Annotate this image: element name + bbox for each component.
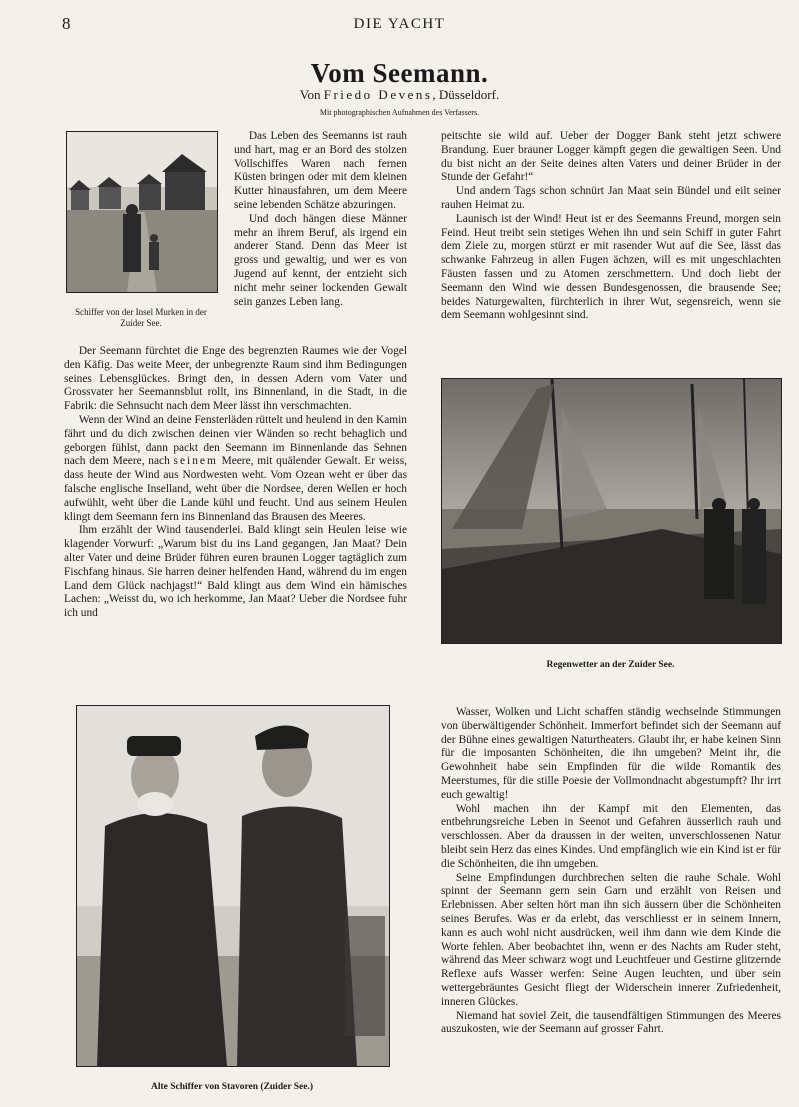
paragraph: Ihm erzählt der Wind tausenderlei. Bald klingt sein Heulen leise wie klagender Vorwurf: „Warum bist du ins Land gegangen, Jan Maat? Dein alter Vater und deine Brüder führen euren braunen Logger tagtäglich zum Fischfang hinaus. Sie harren deiner helfenden Hand, während du im engen Land dem Glück nachjagst!“ Bald klingt aus dem Wind ein hämisches Lachen: „Weisst du, wo ich herkomme, Jan Maat? Ueber die Nordsee fuhr ich und xyxy=(64,524,407,620)
photo-old-skippers xyxy=(76,705,390,1067)
village-illustration xyxy=(67,132,217,292)
paragraph: Und andern Tags schon schnürt Jan Maat sein Bündel und eilt seiner rauhen Heimat zu. xyxy=(441,185,781,211)
text-right-top xyxy=(441,130,781,323)
paragraph: Seine Empfindungen durchbrechen selten die rauhe Schale. Wohl spinnt der Seemann gern sein Garn und erzählt von Reisen und Erlebnissen. Aber selten hört man ihn sich äussern über die Schönheiten seines Berufes. Was er da erlebt, das verschliesst er in seinem Innern, kann es auch wohl nicht ausdrücken, weil ihm dann wie dem Kinde die Worte fehlen. Aber beobachtet ihn, wenn er des Nachts am Ruder steht, während das Meer schwarz wogt und Leuchtfeuer und Gestirne glitzernde Reflexe aufs Wasser werfen: Seine Augen leuchten, und über sein wettergebräuntes Gesicht fliegt der Widerschein innerer Zufriedenheit, inneren Glückes. xyxy=(441,871,781,1008)
text-beside-photo xyxy=(234,130,407,309)
byline-prefix: Von xyxy=(299,87,321,102)
text-left-column xyxy=(64,345,407,621)
paragraph: Wasser, Wolken und Licht schaffen ständig wechselnde Stimmungen von überwältigender Schönheit. Immerfort befindet sich der Seemann auf der Bühne eines gewaltigen Naturtheaters. Glaubt ihr, er habe keinen Sinn für die imposanten Schönheiten, die ihn umgeben? Meint ihr, die Gewohnheit habe sein Empfinden für die wilde Romantik des Meerstumes, für die stille Poesie der Vollmondnacht abgestumpft? Ihr irrt euch gewaltig! xyxy=(441,706,781,801)
skippers-illustration xyxy=(77,706,389,1066)
byline-suffix: , Düsseldorf. xyxy=(432,87,500,102)
article-title: Vom Seemann. xyxy=(310,58,489,88)
paragraph: Launisch ist der Wind! Heut ist er des Seemanns Freund, morgen sein Feind. Heut treibt sein stetiges Wehen ihn und sein Schiff in guter Fahrt dem Ziele zu, morgen stürzt er mit rasender Wut auf die See, lässt das schwanke Fahrzeug in allen Fugen ächzen, will es mit ungeschlachten Fäusten fassen und zu Atomen zerschmettern. Und doch liebt der Seemann den Wind wie dessen Bundesgenossen, die brausende See; beides Naturgewalten, fürchterlich in ihrer Wut, segensreich, wenn sie dem Seemann wohlgesinnt sind. xyxy=(441,212,781,322)
caption-fig3: Alte Schiffer von Stavoren (Zuider See.) xyxy=(150,1082,313,1092)
paragraph: Wohl machen ihn der Kampf mit den Elementen, das entbehrungsreiche Leben in Seenot und Gefahren äusserlich rauh und verschlossen. Aber da draussen in der weiten, unverschlossenen Natur bleibt sein Herz das eines Kindes. Und empfänglich wie ein Kind ist er für die Schönheiten, die ihn umgeben. xyxy=(441,802,781,870)
page-number: 8 xyxy=(62,14,71,33)
paragraph: Und doch hängen diese Männer mehr an ihrem Beruf, als irgend ein anderer Stand. Denn das Meer ist gross und gewaltig, und wer es von Jugend auf kennt, der entzieht sich nicht mehr seiner lockenden Gewalt sein ganzes Leben lang. xyxy=(234,212,407,308)
paragraph: Niemand hat soviel Zeit, die tausendfältigen Stimmungen des Meeres auszukosten, wie der Seemann auf grosser Fahrt. xyxy=(441,1009,781,1036)
paragraph: peitschte sie wild auf. Ueber der Dogger Bank steht jetzt schwere Brandung. Euer brauner Logger kämpft gegen die gewaltigen Seen. Und du bist nicht an der Seite deines alten Vaters und deiner Brüder in der Stunde der Gefahr!“ xyxy=(441,130,781,184)
text-right-bottom xyxy=(441,706,781,1037)
harbor-illustration xyxy=(442,379,781,643)
caption-fig1: Schiffer von der Insel Murken in der Zuider See. xyxy=(75,307,207,328)
running-title: DIE YACHT xyxy=(353,16,446,32)
caption-fig2: Regenwetter an der Zuider See. xyxy=(546,660,675,670)
author-name: Friedo Devens xyxy=(323,87,433,102)
photo-credit: Mit photographischen Aufnahmen des Verfassers. xyxy=(319,108,480,117)
photo-village-murken xyxy=(66,131,218,293)
paragraph: Der Seemann fürchtet die Enge des begrenzten Raumes wie der Vogel den Käfig. Das weite Meer, der unbegrenzte Raum sind ihm Bedingungen seines Lebensglückes. Bringt den, in dessen Adern vom Vater und Grossvater her Seemannsblut rollt, ins Binnenland, in die Stadt, in die Fabrik: die Sehnsucht nach dem Meer lässt ihn verschmachten. xyxy=(64,345,407,413)
photo-harbor-rain xyxy=(441,378,782,644)
byline xyxy=(0,87,799,103)
paragraph: Das Leben des Seemanns ist rauh und hart, mag er an Bord des stolzen Vollschiffes Waren nach fernen Küsten bringen oder mit dem kleinen Kutter hinausfahren, um dem Meere seine lebenden Schätze abzuringen. xyxy=(234,130,407,211)
paragraph: Wenn der Wind an deine Fensterläden rüttelt und heulend in den Kamin fährt und du dich zwischen deinen vier Wänden so recht behaglich und geborgen fühlst, dann packt den Seemann im Binnenlande das Sehnen nach dem Meere, nach seinem Meere, mit quälender Gewalt. Er weiss, dass heute der Wind aus Nordwesten weht. Vom Ozean weht er über das falsche englische Inselland, weht über die Nordsee, deren Wellen er hoch aufwühlt, weht über die Lande kühl und feucht. Und aus seinem Heulen klingt dem Seemann fern ins Binnenland das Brausen des Meeres. xyxy=(64,413,407,523)
emphasis: seinem xyxy=(173,455,218,468)
